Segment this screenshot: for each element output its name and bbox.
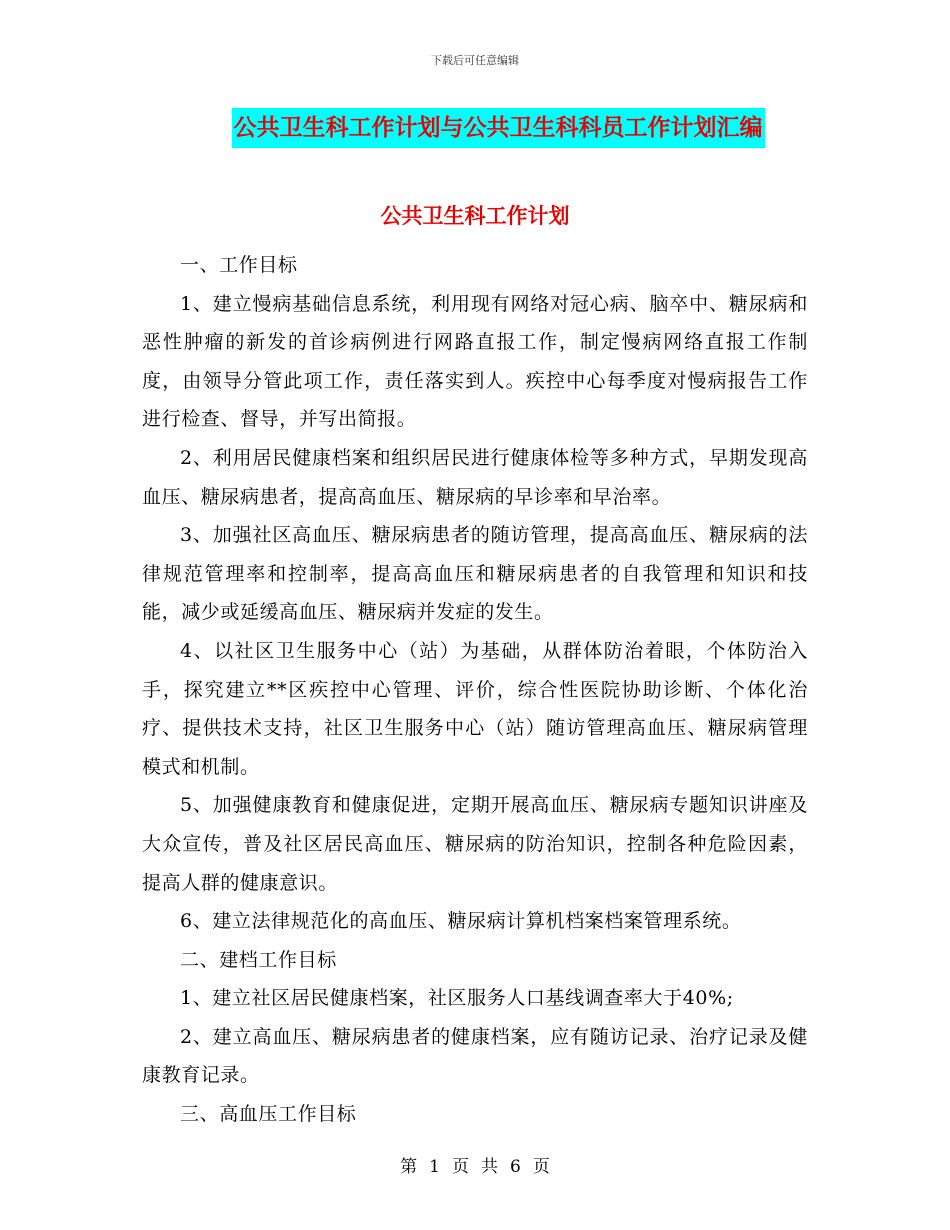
- heading-work-goals: 一、工作目标: [180, 254, 298, 276]
- footer-total-pages: 6: [510, 1157, 521, 1177]
- section-title: 公共卫生科工作计划: [380, 204, 570, 228]
- footer-prefix: 第: [400, 1157, 418, 1177]
- paragraph-item-4: 4、以社区卫生服务中心（站）为基础，从群体防治着眼，个体防治入手，探究建立**区疾控中心管理、评价，综合性医院协助诊断、个体化治疗、提供技术支持，社区卫生服务中心（站）随访管理高血压、糖尿病管理模式和机制。: [142, 639, 808, 778]
- heading-hypertension-goals: 三、高血压工作目标: [180, 1103, 357, 1126]
- main-title: 公共卫生科工作计划与公共卫生科科员工作计划汇编: [232, 108, 765, 148]
- footer-total-label: 共: [481, 1157, 498, 1177]
- paragraph-item-1: 1、建立慢病基础信息系统，利用现有网络对冠心病、脑卒中、糖尿病和恶性肿瘤的新发的首诊病例进行网路直报工作，制定慢病网络直报工作制度，由领导分管此项工作，责任落实到人。疾控中心每季度对慢病报告工作进行检查、督导，并写出简报。: [142, 292, 808, 431]
- page-footer: [0, 1152, 950, 1177]
- paragraph-filing-2: 2、建立高血压、糖尿病患者的健康档案，应有随访记录、治疗记录及健康教育记录。: [142, 1025, 808, 1087]
- document-body: [142, 246, 808, 1134]
- paragraph-item-2: 2、利用居民健康档案和组织居民进行健康体检等多种方式，早期发现高血压、糖尿病患者，提高高血压、糖尿病的早诊率和早治率。: [142, 446, 808, 508]
- paragraph-item-5: 5、加强健康教育和健康促进，定期开展高血压、糖尿病专题知识讲座及大众宣传，普及社区居民高血压、糖尿病的防治知识，控制各种危险因素，提高人群的健康意识。: [142, 794, 808, 894]
- footer-page-label: 页: [452, 1157, 469, 1177]
- header-note: 下载后可任意编辑: [431, 54, 519, 67]
- paragraph-item-3: 3、加强社区高血压、糖尿病患者的随访管理，提高高血压、糖尿病的法律规范管理率和控制率，提高高血压和糖尿病患者的自我管理和知识和技能，减少或延缓高血压、糖尿病并发症的发生。: [142, 524, 808, 624]
- paragraph-filing-1: 1、建立社区居民健康档案，社区服务人口基线调查率大于40%;: [180, 987, 734, 1010]
- main-title-wrap: [0, 108, 950, 148]
- paragraph-item-6: 6、建立法律规范化的高血压、糖尿病计算机档案档案管理系统。: [180, 910, 742, 933]
- footer-current-page: 1: [429, 1157, 440, 1177]
- footer-suffix: 页: [532, 1157, 550, 1177]
- heading-filing-goals: 二、建档工作目标: [180, 948, 337, 971]
